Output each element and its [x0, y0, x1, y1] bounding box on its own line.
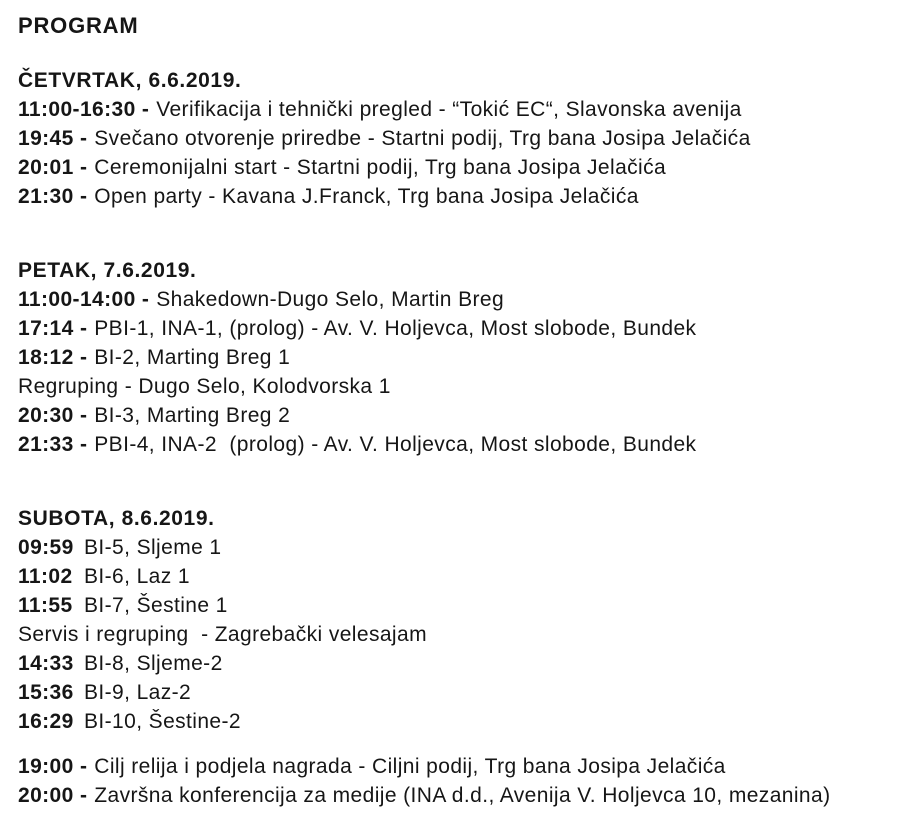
row-time: 20:30 - [18, 404, 88, 427]
schedule-row [18, 153, 900, 182]
page-title: PROGRAM [18, 13, 139, 38]
section-heading-cetvrtak: ČETVRTAK, 6.6.2019. [18, 69, 242, 92]
section-heading-subota: SUBOTA, 8.6.2019. [18, 507, 215, 530]
row-desc: Ceremonijalni start - Startni podij, Trg bana Josipa Jelačića [94, 156, 667, 179]
closing-section [18, 752, 900, 810]
row-time: 20:01 - [18, 156, 88, 179]
row-desc: BI-7, Šestine 1 [84, 594, 228, 617]
row-desc: Verifikacija i tehnički pregled - “Tokić EC“, Slavonska avenija [156, 98, 742, 121]
schedule-row [18, 620, 900, 649]
row-desc: Završna konferencija za medije (INA d.d., Avenija V. Holjevca 10, mezanina) [94, 784, 831, 807]
row-desc: BI-5, Sljeme 1 [84, 536, 222, 559]
row-desc: BI-3, Marting Breg 2 [94, 404, 291, 427]
row-time: 18:12 - [18, 346, 88, 369]
schedule-row [18, 343, 900, 372]
schedule-row [18, 781, 900, 810]
row-desc: BI-10, Šestine-2 [84, 710, 241, 733]
row-desc: BI-6, Laz 1 [84, 565, 190, 588]
row-time: 11:00-14:00 - [18, 288, 150, 311]
schedule-row [18, 591, 900, 620]
row-desc: Regruping - Dugo Selo, Kolodvorska 1 [18, 375, 391, 398]
schedule-row [18, 314, 900, 343]
row-desc: PBI-4, INA-2 (prolog) - Av. V. Holjevca, Most slobode, Bundek [94, 433, 697, 456]
row-desc: Servis i regruping - Zagrebački velesajam [18, 623, 427, 646]
schedule-row [18, 649, 900, 678]
schedule-row [18, 430, 900, 459]
row-time: 15:36 [18, 681, 74, 704]
schedule-row [18, 124, 900, 153]
row-desc: BI-8, Sljeme-2 [84, 652, 223, 675]
schedule-row [18, 533, 900, 562]
row-time: 19:45 - [18, 127, 88, 150]
row-time: 16:29 [18, 710, 74, 733]
row-time: 14:33 [18, 652, 74, 675]
schedule-row [18, 678, 900, 707]
row-time: 20:00 - [18, 784, 88, 807]
row-time: 11:00-16:30 - [18, 98, 150, 121]
section-cetvrtak [18, 66, 900, 211]
row-time: 11:02 [18, 565, 73, 588]
row-time: 17:14 - [18, 317, 88, 340]
row-desc: Shakedown-Dugo Selo, Martin Breg [156, 288, 505, 311]
row-desc: Open party - Kavana J.Franck, Trg bana Josipa Jelačića [94, 185, 639, 208]
row-desc: Svečano otvorenje priredbe - Startni podij, Trg bana Josipa Jelačića [94, 127, 751, 150]
schedule-row [18, 372, 900, 401]
row-time: 19:00 - [18, 755, 88, 778]
row-desc: BI-9, Laz-2 [84, 681, 192, 704]
row-time: 09:59 [18, 536, 74, 559]
schedule-row [18, 562, 900, 591]
schedule-row [18, 752, 900, 781]
schedule-row [18, 182, 900, 211]
row-time: 21:33 - [18, 433, 88, 456]
section-petak [18, 256, 900, 459]
schedule-row [18, 285, 900, 314]
schedule-row [18, 95, 900, 124]
row-time: 11:55 [18, 594, 73, 617]
row-desc: BI-2, Marting Breg 1 [94, 346, 291, 369]
row-desc: PBI-1, INA-1, (prolog) - Av. V. Holjevca, Most slobode, Bundek [94, 317, 697, 340]
schedule-row [18, 401, 900, 430]
section-subota [18, 504, 900, 736]
row-desc: Cilj relija i podjela nagrada - Ciljni podij, Trg bana Josipa Jelačića [94, 755, 726, 778]
schedule-row [18, 707, 900, 736]
section-heading-petak: PETAK, 7.6.2019. [18, 259, 197, 282]
row-time: 21:30 - [18, 185, 88, 208]
